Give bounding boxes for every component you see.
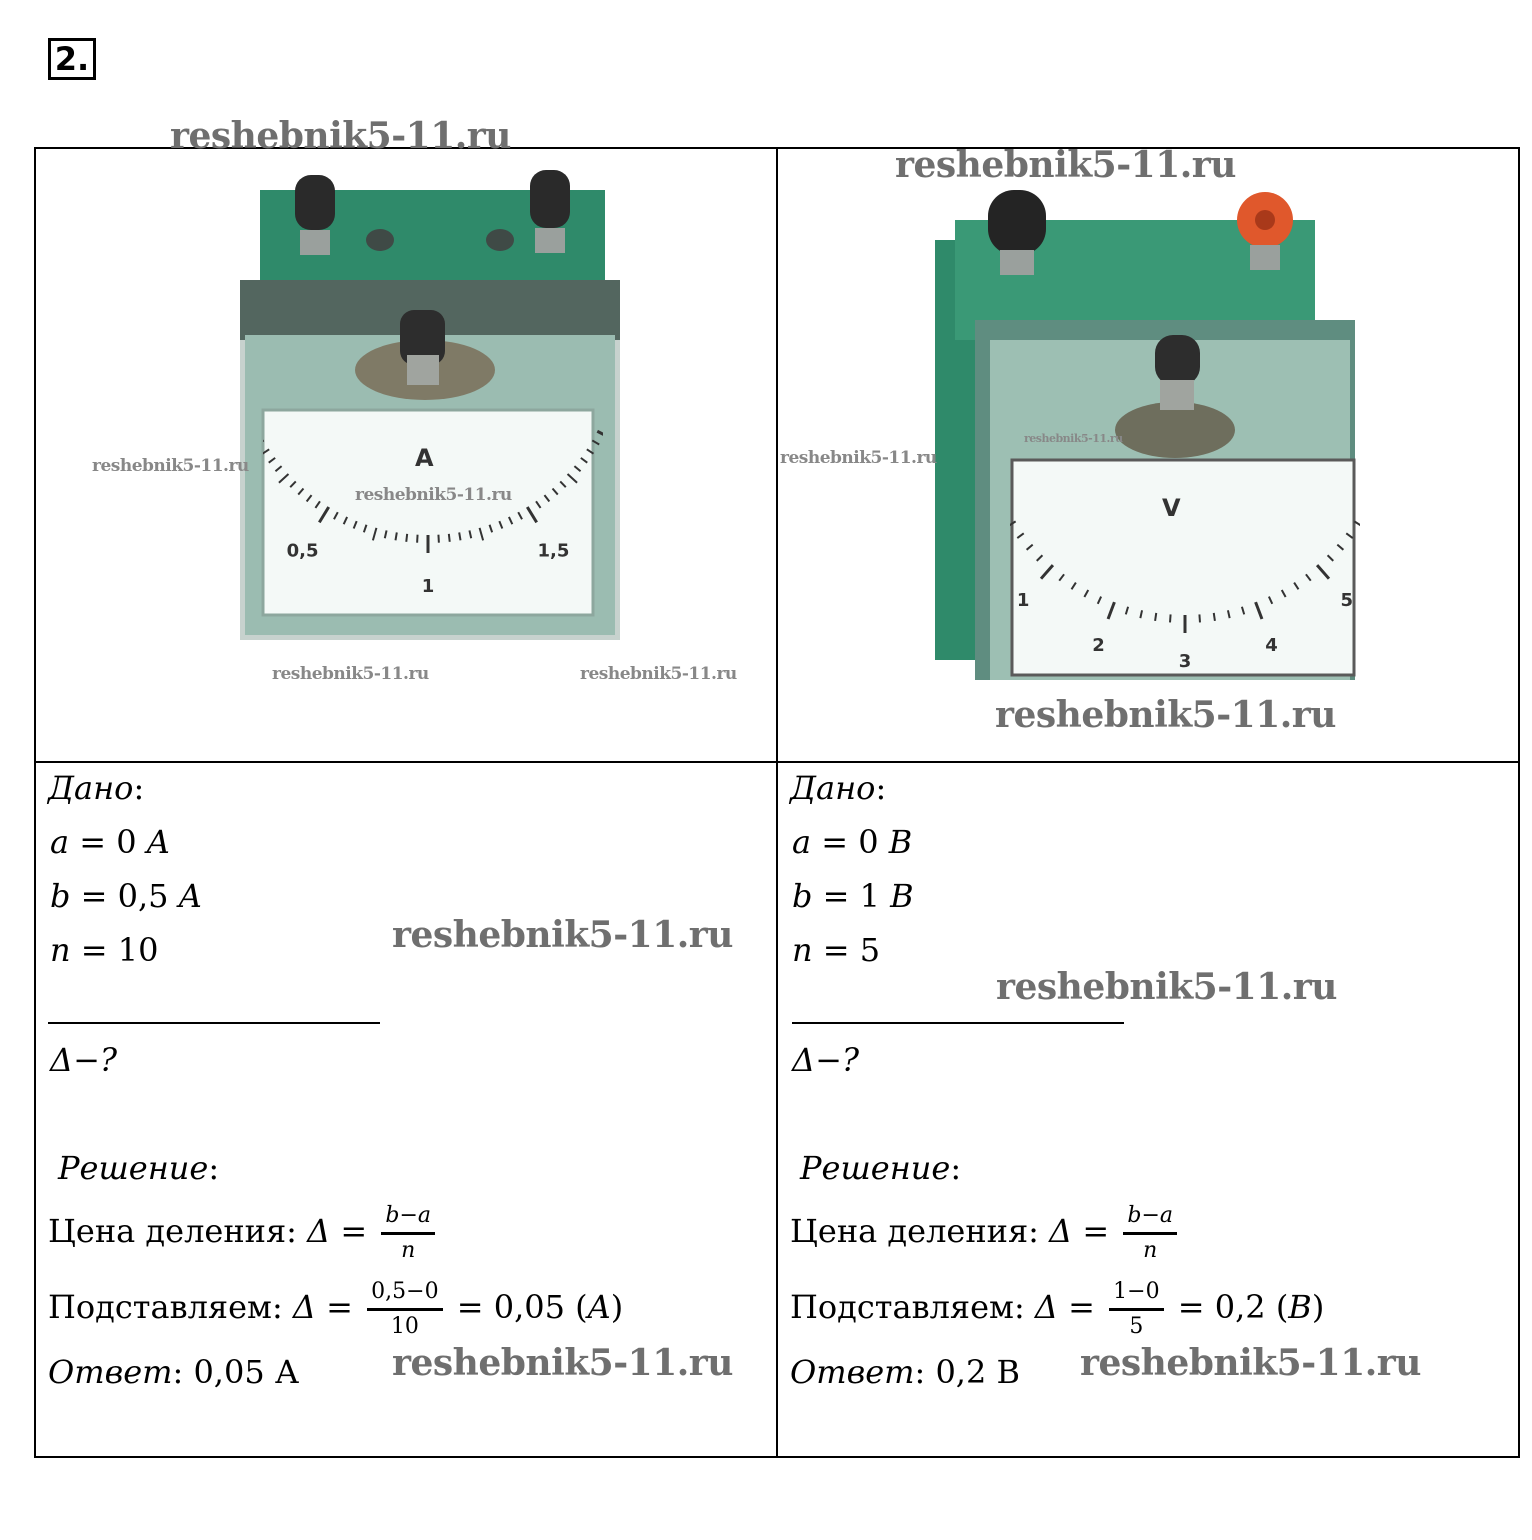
given-var: b <box>50 877 71 915</box>
ammeter-tick <box>279 474 289 483</box>
left-given-heading: Дано: <box>48 769 145 807</box>
watermark: reshebnik5-11.ru <box>392 914 733 956</box>
watermark: reshebnik5-11.ru <box>1024 432 1123 445</box>
fraction-denominator: 5 <box>1129 1314 1144 1339</box>
ammeter-tick <box>344 517 347 524</box>
given-value: = 0 <box>821 823 879 861</box>
voltmeter-tick <box>1214 613 1215 621</box>
task-number: 2. <box>48 38 96 80</box>
answer-value: : 0,05 А <box>172 1353 300 1391</box>
ammeter-tick <box>597 431 603 439</box>
fraction-numerator: b−a <box>385 1203 432 1228</box>
substitute-unit: A <box>587 1288 611 1326</box>
ammeter-scale-label: 0,5 <box>286 540 319 562</box>
ammeter-tick <box>553 489 558 495</box>
right-solution-label: Решение <box>800 1149 951 1187</box>
right-given-a <box>792 823 913 861</box>
watermark: reshebnik5-11.ru <box>1080 1342 1421 1384</box>
given-var: b <box>792 877 813 915</box>
right-solution-heading: Решение: <box>800 1149 962 1187</box>
ammeter-tick <box>269 458 275 463</box>
ammeter-tick <box>480 528 484 541</box>
left-answer <box>48 1353 300 1391</box>
watermark: reshebnik5-11.ru <box>580 664 737 684</box>
voltmeter-unit-symbol: V <box>1162 494 1181 522</box>
voltmeter-tick <box>1306 574 1311 580</box>
ammeter-tick <box>334 512 338 519</box>
ammeter-tick <box>364 525 367 533</box>
ammeter-tick <box>385 530 387 538</box>
ammeter-tick <box>459 532 460 540</box>
ammeter-tick <box>527 507 536 522</box>
voltmeter-scale-label: 1 <box>1016 589 1030 611</box>
division-lhs: Δ = <box>307 1212 368 1250</box>
ammeter-tick <box>373 528 377 541</box>
ammeter-tick <box>354 521 357 528</box>
voltmeter-scale-label: 3 <box>1178 651 1192 670</box>
right-substitute-line <box>790 1272 1324 1342</box>
ammeter-tick <box>490 525 493 533</box>
voltmeter-tick <box>1294 583 1298 590</box>
right-given-label: Дано <box>790 769 876 807</box>
fraction-numerator: 1−0 <box>1113 1279 1160 1304</box>
right-given-heading: Дано: <box>790 769 887 807</box>
voltmeter-scale-label: 5 <box>1340 589 1354 611</box>
substitute-fraction <box>1109 1280 1163 1339</box>
voltmeter-tick <box>1242 607 1244 615</box>
watermark: reshebnik5-11.ru <box>355 485 512 505</box>
watermark: reshebnik5-11.ru <box>92 456 249 476</box>
ammeter-tick <box>290 481 296 487</box>
watermark: reshebnik5-11.ru <box>170 115 511 157</box>
ammeter-tick <box>307 495 312 501</box>
left-solution-heading: Решение: <box>58 1149 220 1187</box>
voltmeter-tick <box>1072 583 1076 590</box>
ammeter-tick <box>568 474 578 483</box>
ammeter-tick <box>587 449 594 453</box>
given-var: n <box>50 931 71 969</box>
answer-value: : 0,2 В <box>914 1353 1021 1391</box>
left-given-label: Дано <box>48 769 134 807</box>
voltmeter-tick <box>1140 610 1142 618</box>
voltmeter-tick <box>1037 555 1043 561</box>
substitute-result: = 0,2 ( <box>1177 1288 1289 1326</box>
given-value: = 1 <box>822 877 880 915</box>
fraction-numerator: b−a <box>1127 1203 1174 1228</box>
ammeter-tick <box>275 466 281 471</box>
ammeter-scale-label: 1 <box>421 576 435 597</box>
ammeter-tick <box>315 501 320 508</box>
ammeter-tick <box>395 532 396 540</box>
voltmeter-tick <box>1228 610 1230 618</box>
voltmeter-tick <box>1155 613 1156 621</box>
ammeter-tick <box>319 507 328 522</box>
ammeter-tick <box>544 495 549 501</box>
left-given-separator <box>48 1022 380 1024</box>
voltmeter-tick <box>1170 614 1171 622</box>
substitute-fraction <box>367 1280 442 1339</box>
substitute-lhs: Δ = <box>1034 1288 1095 1326</box>
voltmeter-tick <box>1017 533 1023 538</box>
division-label: Цена деления: <box>790 1212 1039 1250</box>
voltmeter-tick <box>1199 614 1200 622</box>
right-given-b <box>792 877 914 915</box>
voltmeter-tick <box>1084 590 1088 597</box>
fraction-numerator: 0,5−0 <box>371 1279 439 1304</box>
ammeter-tick <box>592 440 599 444</box>
voltmeter-tick <box>1269 597 1272 604</box>
right-division-line <box>790 1196 1181 1266</box>
given-value: = 10 <box>80 931 159 969</box>
ammeter-tick <box>499 521 502 528</box>
voltmeter-tick <box>1098 597 1101 604</box>
ammeter-tick <box>449 534 450 542</box>
ammeter-tick <box>406 534 407 542</box>
ammeter-tick <box>518 512 522 519</box>
given-var: n <box>792 931 813 969</box>
voltmeter-tick <box>1126 607 1128 615</box>
ammeter-tick <box>469 530 471 538</box>
table-divider-vertical <box>776 147 778 1458</box>
division-label: Цена деления: <box>48 1212 297 1250</box>
voltmeter-tick <box>1328 555 1334 561</box>
given-unit: A <box>178 877 202 915</box>
ammeter-unit-symbol: A <box>415 444 434 472</box>
given-unit: A <box>146 823 170 861</box>
left-division-line <box>48 1196 439 1266</box>
division-fraction <box>381 1204 435 1263</box>
left-given-b <box>50 877 202 915</box>
substitute-label: Подставляем: <box>48 1288 283 1326</box>
ammeter-scale-label: 1,5 <box>537 540 570 562</box>
ammeter-tick <box>560 481 566 487</box>
table-divider-horizontal <box>34 761 1520 763</box>
given-value: = 0 <box>79 823 137 861</box>
voltmeter-scale-label: 4 <box>1265 635 1278 657</box>
voltmeter-tick <box>1041 565 1053 579</box>
voltmeter-tick <box>1059 574 1064 580</box>
given-value: = 5 <box>822 931 881 969</box>
left-find: Δ−? <box>50 1041 118 1079</box>
substitute-close: ) <box>1311 1288 1325 1326</box>
division-lhs: Δ = <box>1049 1212 1110 1250</box>
substitute-close: ) <box>610 1288 624 1326</box>
given-unit: B <box>890 877 914 915</box>
voltmeter-tick <box>1317 565 1329 579</box>
ammeter-tick <box>509 517 512 524</box>
voltmeter-tick <box>1256 602 1262 619</box>
right-answer <box>790 1353 1021 1391</box>
right-find: Δ−? <box>792 1041 860 1079</box>
ammeter-tick <box>574 466 580 471</box>
given-unit: B <box>888 823 913 861</box>
voltmeter-tick <box>1354 521 1360 525</box>
substitute-label: Подставляем: <box>790 1288 1025 1326</box>
division-fraction <box>1123 1204 1177 1263</box>
substitute-result: = 0,05 ( <box>456 1288 588 1326</box>
voltmeter-tick <box>1027 545 1033 550</box>
voltmeter-tick <box>1108 602 1114 619</box>
answer-label: Ответ <box>790 1353 915 1391</box>
left-given-n <box>50 931 159 969</box>
given-var: a <box>50 823 70 861</box>
watermark: reshebnik5-11.ru <box>272 664 429 684</box>
left-substitute-line <box>48 1272 623 1342</box>
ammeter-tick <box>263 440 264 444</box>
ammeter-tick <box>581 458 587 463</box>
right-given-separator <box>792 1022 1124 1024</box>
substitute-unit: B <box>1288 1288 1312 1326</box>
answer-label: Ответ <box>48 1353 173 1391</box>
voltmeter-tick <box>1346 533 1352 538</box>
given-var: a <box>792 823 812 861</box>
fraction-denominator: 10 <box>390 1314 419 1339</box>
voltmeter-tick <box>1337 545 1343 550</box>
left-given-a <box>50 823 170 861</box>
given-value: = 0,5 <box>80 877 169 915</box>
voltmeter-tick <box>1282 590 1286 597</box>
right-given-n <box>792 931 881 969</box>
ammeter-tick <box>298 489 303 495</box>
substitute-lhs: Δ = <box>292 1288 353 1326</box>
voltmeter-tick <box>1010 521 1016 525</box>
ammeter-scale <box>263 405 603 615</box>
fraction-denominator: n <box>401 1238 416 1263</box>
watermark: reshebnik5-11.ru <box>995 694 1336 736</box>
fraction-denominator: n <box>1143 1238 1158 1263</box>
left-solution-label: Решение <box>58 1149 209 1187</box>
watermark: reshebnik5-11.ru <box>996 966 1337 1008</box>
voltmeter-scale-label: 2 <box>1092 635 1105 657</box>
watermark: reshebnik5-11.ru <box>392 1342 733 1384</box>
voltmeter-scale <box>1010 470 1360 670</box>
watermark: reshebnik5-11.ru <box>780 448 937 468</box>
ammeter-tick <box>536 501 541 508</box>
ammeter-tick <box>263 449 269 453</box>
watermark: reshebnik5-11.ru <box>895 144 1236 186</box>
